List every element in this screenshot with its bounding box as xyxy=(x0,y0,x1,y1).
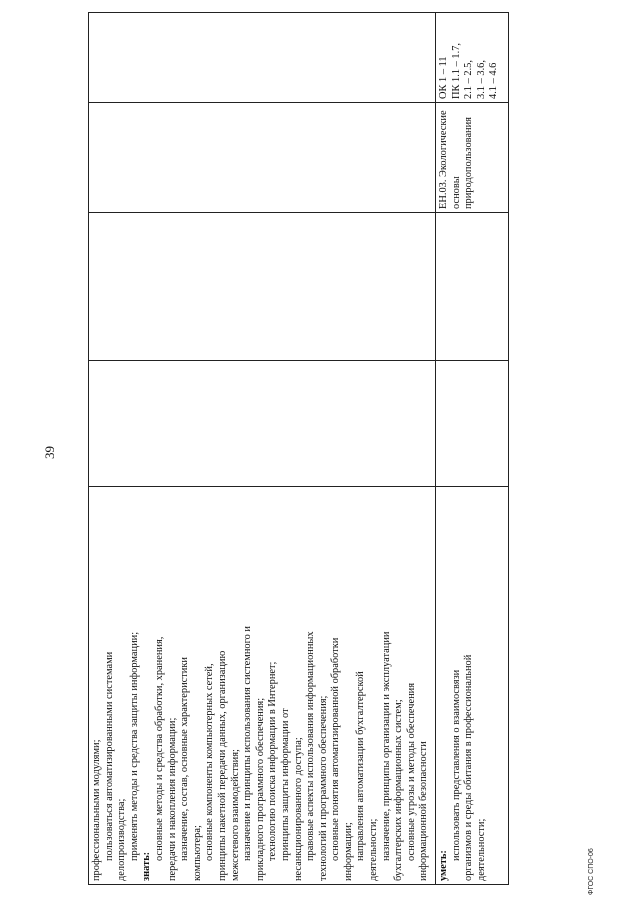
hours-cell-2 xyxy=(436,213,509,361)
discipline-name-line: основы xyxy=(450,176,462,209)
text-line: направления автоматизации бухгалтерской xyxy=(355,671,367,861)
competency-codes-cell xyxy=(436,13,509,103)
section-heading: знать: xyxy=(141,851,153,881)
hours-cell-2 xyxy=(89,213,436,361)
text-line: основные компоненты компьютерных сетей, xyxy=(204,663,216,861)
footer-standard-code: ФГОС СПО-06 xyxy=(588,848,595,895)
text-line: деятельности; xyxy=(475,818,487,881)
table-row xyxy=(89,13,436,885)
text-line: назначение, принципы организации и эксплуатации xyxy=(380,631,392,861)
table-row xyxy=(436,13,509,885)
competency-code-line: ОК 1 – 11 xyxy=(438,56,449,99)
text-line: информационной безопасности xyxy=(418,741,430,881)
text-line: основные угрозы и методы обеспечения xyxy=(405,682,417,861)
discipline-cell xyxy=(89,103,436,213)
text-line: назначение, состав, основные характеристики xyxy=(179,657,191,861)
text-line: использовать представления о взаимосвязи xyxy=(450,669,462,861)
competency-code-line: 2.1 – 2.5, xyxy=(463,60,475,99)
text-line: деятельности; xyxy=(368,818,380,881)
text-line: организмов и среды обитания в профессиональной xyxy=(463,654,475,881)
text-line: правовые аспекты использования информационных xyxy=(305,631,317,861)
competency-code-line: 3.1 – 3.6, xyxy=(475,60,487,99)
discipline-name-line: природопользования xyxy=(463,117,475,209)
section-heading: уметь: xyxy=(438,850,449,881)
text-line: несанкционированного доступа; xyxy=(292,737,304,881)
text-line: основные методы и средства обработки, хранения, xyxy=(153,636,165,861)
skills-knowledge-cell xyxy=(89,487,436,885)
text-line: бухгалтерских информационных систем; xyxy=(393,699,405,881)
text-line: передачи и накопления информации; xyxy=(166,717,178,881)
competency-code-line: 4.1 – 4.6 xyxy=(488,62,500,99)
page-number: 39 xyxy=(42,446,57,459)
hours-cell xyxy=(436,361,509,487)
text-line: технологию поиска информации в Интернет; xyxy=(267,661,279,861)
text-line: межсетевого взаимодействия; xyxy=(229,749,241,881)
text-line: информации; xyxy=(342,822,354,881)
discipline-name-line: ЕН.03. Экологические xyxy=(438,110,449,209)
competency-codes-cell xyxy=(89,13,436,103)
text-line: принципы пакетной передачи данных, организацию xyxy=(216,650,228,881)
text-line: профессиональными модулями; xyxy=(91,739,102,881)
text-line: технологий и программного обеспечения; xyxy=(317,695,329,881)
text-line: прикладного программного обеспечения; xyxy=(254,697,266,881)
skills-knowledge-cell xyxy=(436,487,509,885)
text-line: основные понятия автоматизированной обработки xyxy=(330,637,342,861)
text-line: принципы защиты информации от xyxy=(279,708,291,861)
competency-code-line: ПК 1.1 – 1.7, xyxy=(450,43,462,99)
hours-cell xyxy=(89,361,436,487)
text-line: делопроизводства; xyxy=(116,798,128,881)
competency-table xyxy=(88,12,509,885)
text-line: пользоваться автоматизированными системами xyxy=(103,651,115,861)
text-line: применять методы и средства защиты информации; xyxy=(128,631,140,861)
text-line: назначение и принципы использования системного и xyxy=(242,626,254,861)
discipline-cell xyxy=(436,103,509,213)
text-line: компьютера; xyxy=(191,825,203,881)
